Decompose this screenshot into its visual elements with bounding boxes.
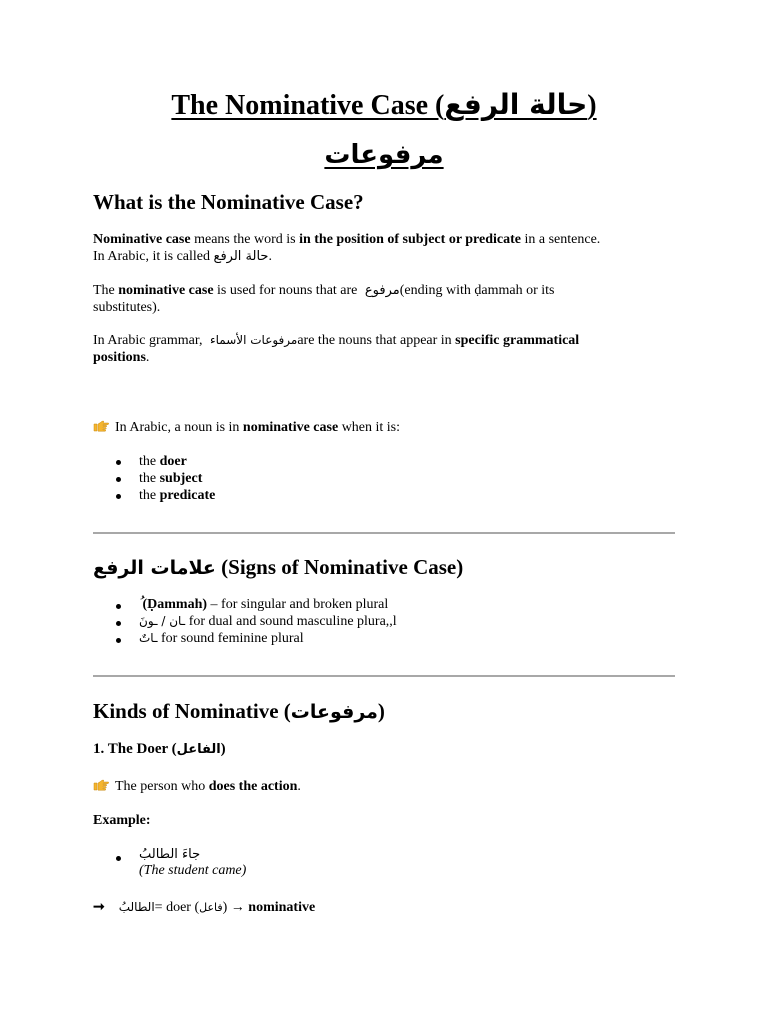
text: means the word is: [190, 232, 300, 247]
text: (ending with ḍammah or its: [399, 283, 555, 298]
text: the: [139, 454, 160, 469]
text-bold: in the position of subject or predicate: [299, 232, 521, 247]
list-item: [139, 630, 304, 647]
list-item: [139, 453, 187, 470]
text-arabic: مرفوع: [364, 283, 400, 298]
text-arabic: فاعل: [199, 901, 223, 914]
arrow-icon: ➞: [93, 900, 105, 915]
text: In Arabic grammar,: [93, 333, 206, 348]
text-arabic: الفاعل: [176, 742, 221, 757]
example-analysis: [93, 899, 315, 916]
text: – for singular and broken plural: [207, 597, 389, 612]
page-title: [0, 88, 768, 122]
text: the: [139, 488, 160, 503]
pointer-line-2: [93, 778, 301, 795]
text: for dual and sound masculine plura,,l: [185, 614, 397, 629]
text-bold: doer: [159, 454, 187, 469]
divider: [93, 675, 675, 677]
subtitle-arabic: مرفوعات: [324, 140, 444, 170]
pointer-line-1: [93, 419, 400, 436]
list-item: [139, 487, 215, 504]
heading-arabic: علامات الرفع: [93, 557, 216, 579]
text-bold: (Ḍammah): [139, 597, 208, 612]
section-heading-kinds: [93, 699, 385, 724]
text-arabic: الطالبُ: [118, 900, 155, 914]
text: The person who: [115, 779, 209, 794]
text: .: [297, 779, 301, 794]
title-latin: The Nominative Case (: [171, 90, 445, 121]
text: in a sentence.: [521, 232, 601, 247]
bullet-dot: [116, 621, 121, 626]
heading-latin: (Signs of Nominative Case): [215, 555, 464, 579]
list-item: [139, 613, 397, 630]
bullet-dot: [116, 856, 121, 861]
text-bold: positions: [93, 350, 146, 365]
text: In Arabic, it is called: [93, 249, 214, 264]
text-bold: subject: [159, 471, 203, 486]
text-bold: nominative case: [118, 283, 214, 298]
bullet-dot: [116, 638, 121, 643]
example-arabic: جاءَ الطالبُ: [139, 847, 201, 862]
bullet-dot: [116, 460, 121, 465]
example-label: Example:: [93, 813, 151, 828]
text: 1. The Doer (: [93, 741, 177, 757]
section-heading-what-is: What is the Nominative Case?: [93, 190, 364, 214]
text: In Arabic, a noun is in: [115, 420, 243, 435]
title-line1: [171, 90, 596, 121]
list-item: [139, 470, 202, 487]
list-item: [139, 596, 388, 613]
text-bold: does the action: [208, 779, 298, 794]
text-arabic: حالة الرفع: [213, 249, 269, 264]
heading-close: ): [377, 699, 385, 723]
text-bold: nominative: [248, 900, 316, 915]
title-close: ): [587, 90, 597, 121]
bullet-dot: [116, 494, 121, 499]
text-bold: nominative case: [242, 420, 339, 435]
text: ) →: [222, 900, 249, 915]
text: The: [93, 283, 119, 298]
heading-latin: Kinds of Nominative (: [93, 699, 291, 723]
divider: [93, 532, 675, 534]
paragraph-definition: [93, 231, 600, 265]
text: .: [145, 350, 150, 365]
text: when it is:: [338, 420, 401, 435]
text: the: [139, 471, 160, 486]
pointing-hand-icon: [93, 420, 109, 432]
text: is used for nouns that are: [213, 283, 361, 298]
text-bold: specific grammatical: [455, 333, 580, 348]
bullet-dot: [116, 604, 121, 609]
text: ): [220, 741, 226, 757]
text: are the nouns that appear in: [297, 333, 456, 348]
title-arabic: حالة الرفع: [444, 88, 588, 121]
text: for sound feminine plural: [157, 631, 304, 646]
subheading-doer: [93, 741, 226, 758]
pointing-hand-icon: [93, 779, 109, 791]
text-bold: predicate: [159, 488, 216, 503]
section-heading-signs: [93, 555, 463, 580]
text-bold: Nominative case: [93, 232, 191, 247]
example-translation: (The student came): [139, 863, 247, 878]
heading-arabic: مرفوعات: [290, 701, 378, 723]
paragraph-grammar: [93, 332, 579, 366]
text: substitutes).: [93, 300, 161, 315]
text-arabic: ـاتٌ: [139, 631, 158, 645]
text: = doer (: [154, 900, 200, 915]
text: .: [268, 249, 272, 264]
text-arabic: مرفوعات الأسماء: [209, 333, 298, 347]
text-arabic: ـان / ـونَ: [139, 614, 186, 628]
page-subtitle: [0, 140, 768, 170]
paragraph-usage: [93, 282, 554, 316]
bullet-dot: [116, 477, 121, 482]
